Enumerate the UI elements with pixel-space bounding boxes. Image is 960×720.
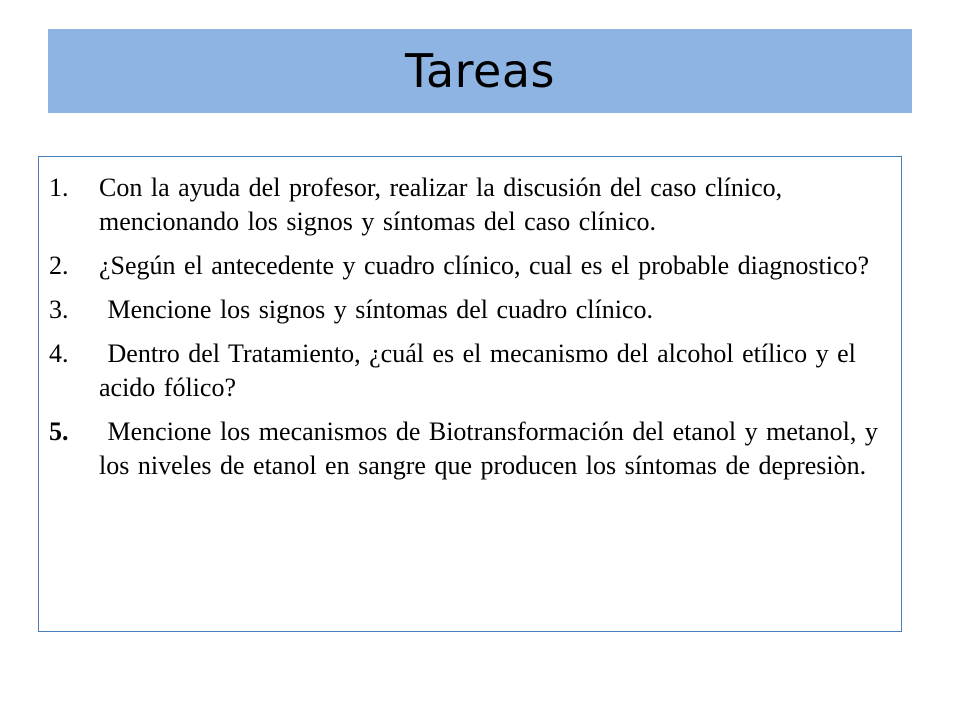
slide-title: Tareas	[404, 44, 556, 98]
task-item-4	[49, 337, 894, 405]
task-number: 5.	[49, 417, 69, 446]
task-text: Mencione los signos y síntomas del cuadro clínico.	[99, 295, 653, 324]
task-number: 3.	[49, 295, 69, 324]
task-item-2	[49, 249, 894, 283]
task-text: Dentro del Tratamiento, ¿cuál es el mecanismo del alcohol etílico y el acido fólico?	[99, 339, 865, 402]
task-item-5	[49, 415, 894, 483]
task-text: Con la ayuda del profesor, realizar la discusión del caso clínico, mencionando los signos y síntomas del caso clínico.	[99, 173, 791, 236]
task-text: Mencione los mecanismos de Biotransformación del etanol y metanol, y los niveles de etanol en sangre que producen los síntomas de depresiòn.	[99, 417, 887, 480]
content-box	[38, 156, 902, 632]
task-text: ¿Según el antecedente y cuadro clínico, cual es el probable diagnostico?	[99, 251, 870, 280]
task-list	[49, 171, 894, 493]
title-banner	[48, 29, 912, 113]
task-item-3	[49, 293, 894, 327]
task-number: 2.	[49, 251, 69, 280]
task-number: 4.	[49, 339, 69, 368]
task-number: 1.	[49, 173, 69, 202]
task-item-1	[49, 171, 894, 239]
